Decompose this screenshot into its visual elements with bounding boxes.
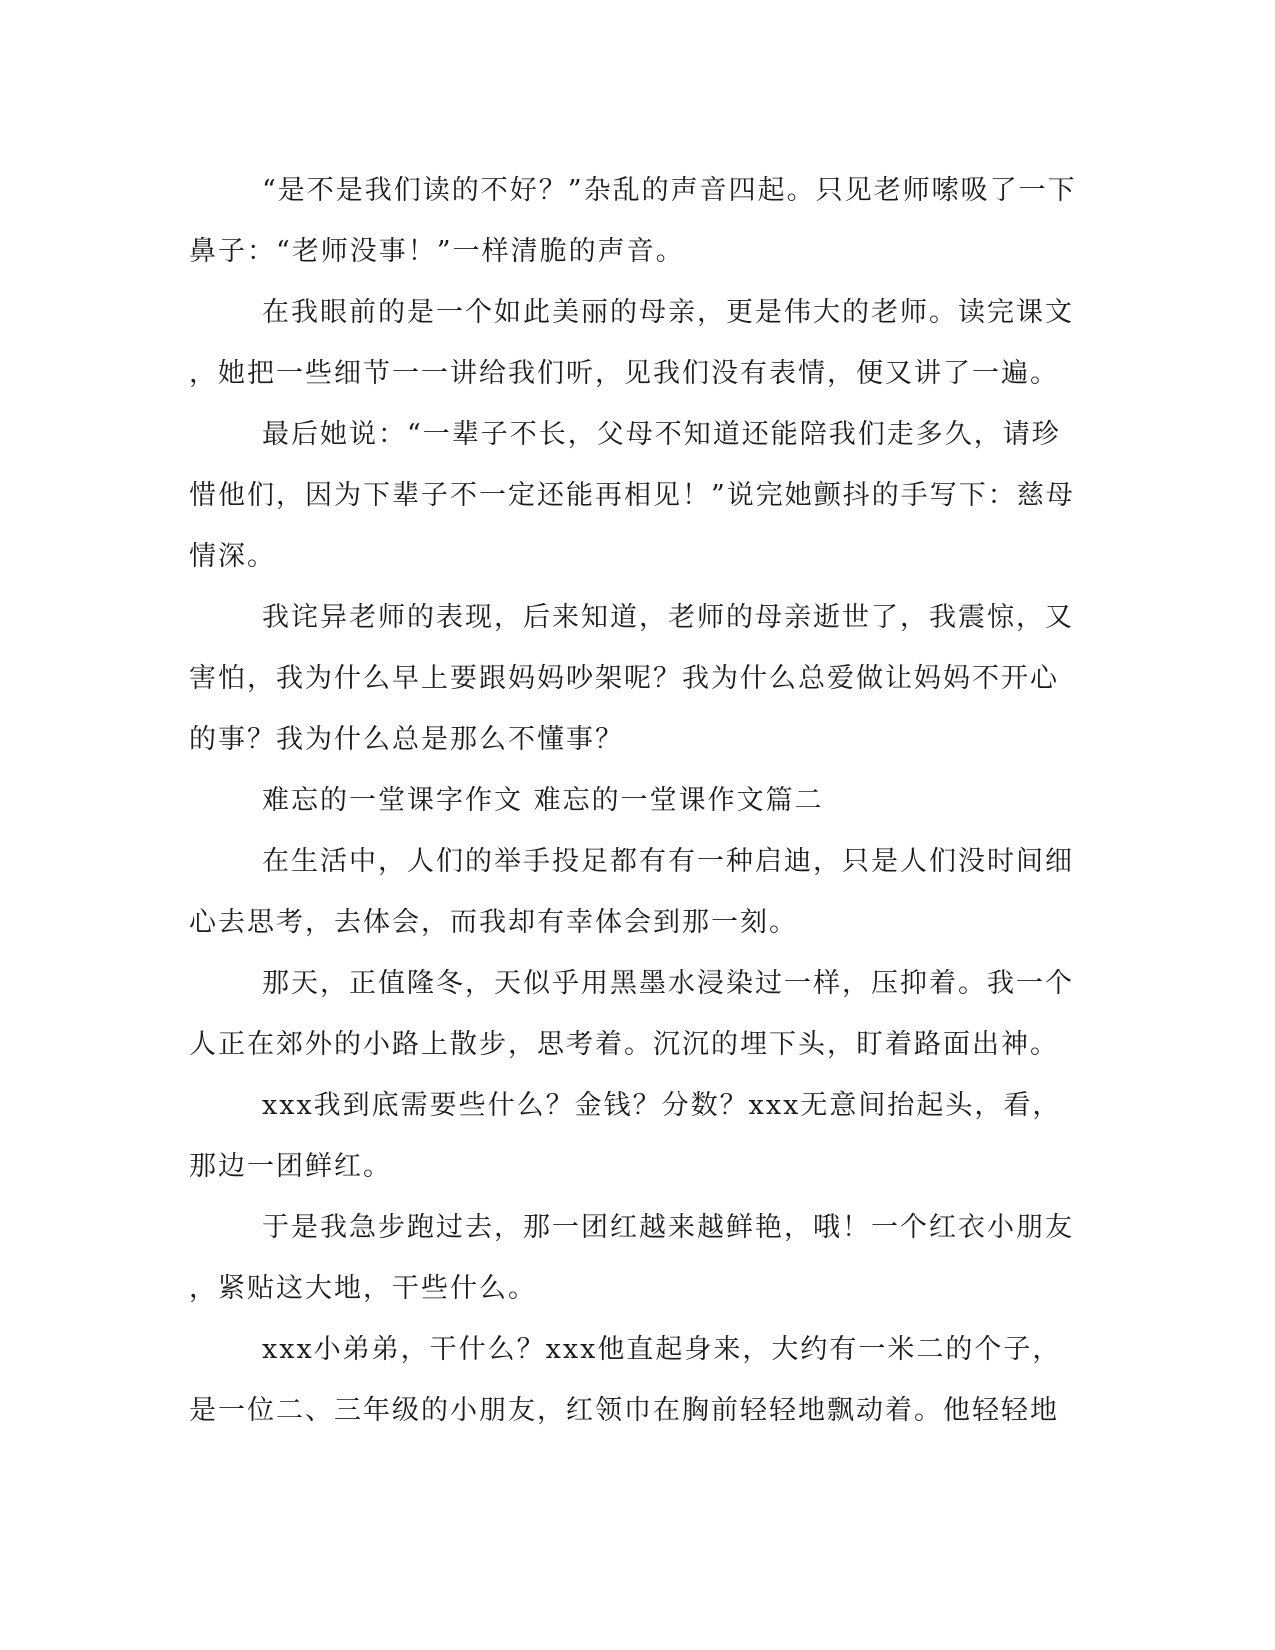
text-line: 是一位二、三年级的小朋友，红领巾在胸前轻轻地飘动着。他轻轻地 bbox=[189, 1395, 1059, 1426]
text-line: 在我眼前的是一个如此美丽的母亲，更是伟大的老师。读完课文 bbox=[262, 297, 1074, 328]
text-line: 情深。 bbox=[189, 541, 276, 572]
text-line: 人正在郊外的小路上散步，思考着。沉沉的埋下头，盯着路面出神。 bbox=[189, 1029, 1059, 1060]
text-line: 那天，正值隆冬，天似乎用黑墨水浸染过一样，压抑着。我一个 bbox=[262, 968, 1074, 999]
text-line: 心去思考，去体会，而我却有幸体会到那一刻。 bbox=[189, 907, 798, 938]
text-line: 于是我急步跑过去，那一团红越来越鲜艳，哦！一个红衣小朋友 bbox=[262, 1212, 1074, 1243]
section-heading: 难忘的一堂课字作文 难忘的一堂课作文篇二 bbox=[262, 785, 824, 816]
text-line: ，紧贴这大地，干些什么。 bbox=[189, 1273, 537, 1304]
text-line: 最后她说：“一辈子不长，父母不知道还能陪我们走多久，请珍 bbox=[262, 419, 1061, 450]
text-line: 在生活中，人们的举手投足都有有一种启迪，只是人们没时间细 bbox=[262, 846, 1074, 877]
text-line: 那边一团鲜红。 bbox=[189, 1151, 392, 1182]
text-line: 我诧异老师的表现，后来知道，老师的母亲逝世了，我震惊，又 bbox=[262, 602, 1074, 633]
text-line: 害怕，我为什么早上要跟妈妈吵架呢？我为什么总爱做让妈妈不开心 bbox=[189, 663, 1059, 694]
text-line: ，她把一些细节一一讲给我们听，见我们没有表情，便又讲了一遍。 bbox=[189, 358, 1059, 389]
text-line: 的事？我为什么总是那么不懂事？ bbox=[189, 724, 624, 755]
text-line: xxx我到底需要些什么？金钱？分数？xxx无意间抬起头，看， bbox=[262, 1090, 1062, 1121]
text-line: “是不是我们读的不好？”杂乱的声音四起。只见老师嗦吸了一下 bbox=[262, 175, 1077, 206]
essay-body bbox=[189, 160, 1075, 1441]
text-line: 惜他们，因为下辈子不一定还能再相见！”说完她颤抖的手写下：慈母 bbox=[189, 480, 1075, 511]
text-line: 鼻子：“老师没事！”一样清脆的声音。 bbox=[189, 236, 685, 267]
text-line: xxx小弟弟，干什么？xxx他直起身来，大约有一米二的个子， bbox=[262, 1334, 1062, 1365]
